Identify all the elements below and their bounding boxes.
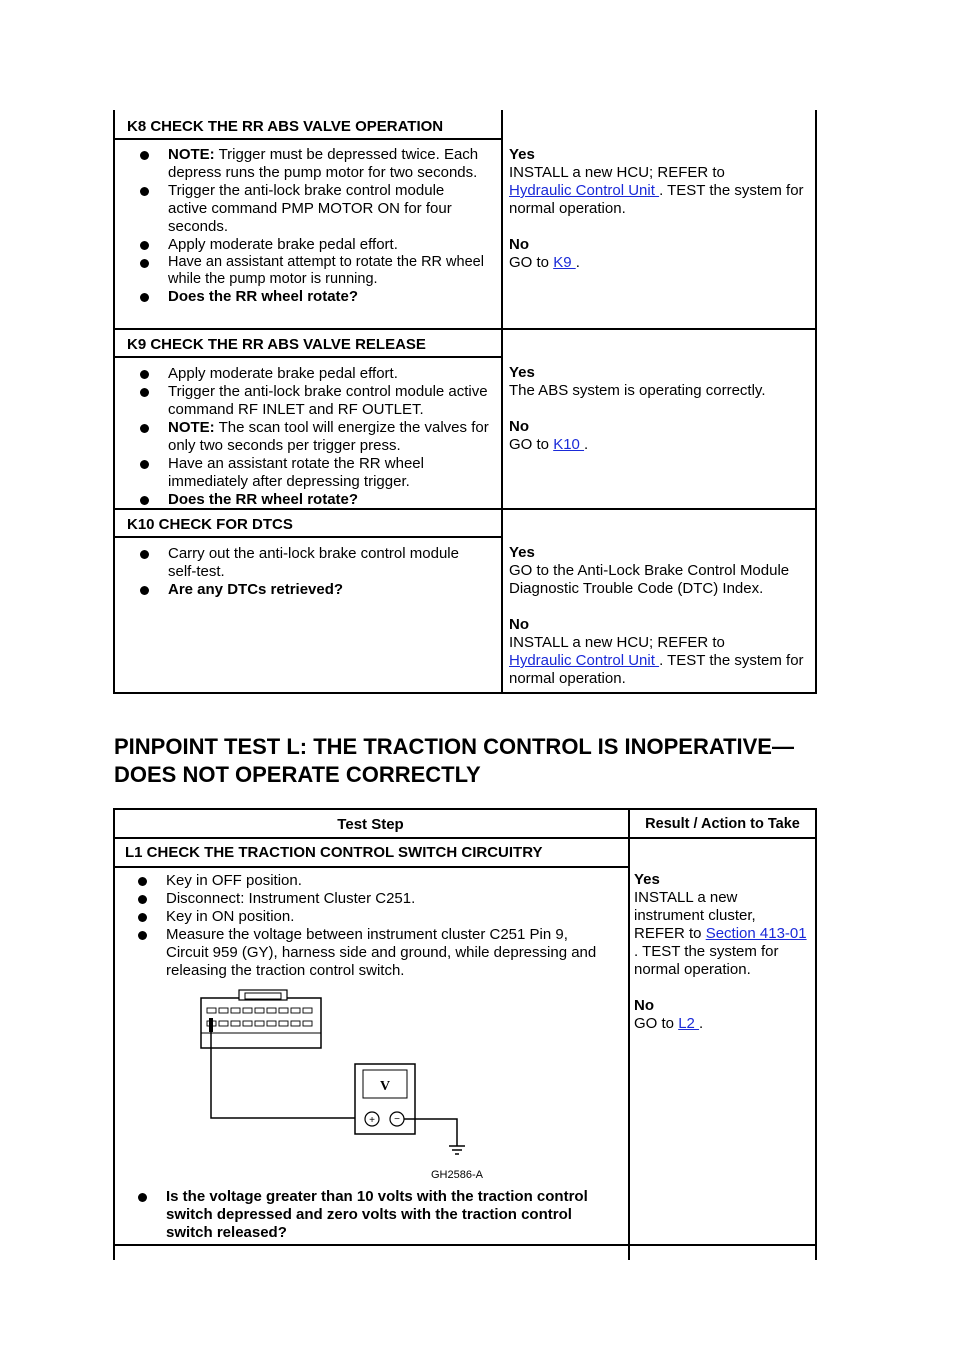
step-title-k8: K8 CHECK THE RR ABS VALVE OPERATION	[127, 118, 444, 135]
step-list-k9	[135, 365, 497, 509]
k9-link[interactable]: K9	[553, 254, 576, 271]
result-text: . TEST the system for normal operation.	[509, 182, 804, 217]
yes-label: Yes	[509, 364, 535, 381]
figure-id: GH2586-A	[431, 1169, 483, 1181]
yes-label: Yes	[509, 544, 535, 561]
result-k9: Yes The ABS system is operating correctly. No GO to K10 .	[509, 364, 814, 454]
svg-text:−: −	[394, 1114, 400, 1125]
list-item: Disconnect: Instrument Cluster C251.	[133, 890, 603, 908]
column-divider	[501, 110, 503, 692]
hydraulic-control-unit-link[interactable]: Hydraulic Control Unit	[509, 182, 660, 199]
yes-label: Yes	[509, 146, 535, 163]
list-item: Key in ON position.	[133, 908, 603, 926]
result-k8: Yes INSTALL a new HCU; REFER to Hydraulic Control Unit . TEST the system for normal operation. No GO to K9 .	[509, 146, 814, 272]
step-title-k9: K9 CHECK THE RR ABS VALVE RELEASE	[127, 336, 426, 353]
step-title-l1: L1 CHECK THE TRACTION CONTROL SWITCH CIRCUITRY	[125, 844, 543, 861]
row-divider	[115, 138, 503, 140]
pinpoint-table-k	[113, 110, 817, 694]
svg-text:+: +	[369, 1115, 375, 1126]
row-divider	[115, 328, 815, 330]
list-item: Is the voltage greater than 10 volts with the traction control switch depressed and zero volts with the traction control switch released?	[133, 1188, 613, 1242]
list-item: NOTE: The scan tool will energize the valves for only two seconds per trigger press.	[135, 419, 497, 455]
no-label: No	[509, 236, 529, 253]
voltmeter-wiring-diagram	[195, 988, 495, 1183]
list-item: Key in OFF position.	[133, 872, 603, 890]
probe-tip-icon	[209, 1018, 213, 1032]
list-item: Apply moderate brake pedal effort.	[135, 236, 485, 254]
ground-icon	[449, 1146, 465, 1154]
pinpoint-test-heading: PINPOINT TEST L: THE TRACTION CONTROL IS INOPERATIVE— DOES NOT OPERATE CORRECTLY	[114, 734, 794, 787]
step-question-l1	[133, 1188, 613, 1242]
row-divider	[113, 1244, 817, 1246]
list-item: Trigger the anti-lock brake control module active command RF INLET and RF OUTLET.	[135, 383, 497, 419]
list-item: Measure the voltage between instrument cluster C251 Pin 9, Circuit 959 (GY), harness side and ground, while depressing and releasing the traction control switch.	[133, 926, 603, 980]
step-list-k8	[135, 146, 485, 306]
result-k10	[509, 544, 819, 688]
result-l1: Yes INSTALL a new instrument cluster, REFER to Section 413-01 . TEST the system for normal operation. No GO to L2 .	[634, 871, 809, 1033]
result-text: . TEST the system for normal operation.	[509, 652, 804, 687]
result-text: . TEST the system for normal operation.	[634, 943, 779, 978]
result-text: The ABS system is operating correctly.	[509, 382, 766, 399]
list-item: Apply moderate brake pedal effort.	[135, 365, 497, 383]
no-label: No	[509, 418, 529, 435]
section-413-01-link[interactable]: Section 413-01	[705, 925, 807, 942]
list-item: Have an assistant rotate the RR wheel immediately after depressing trigger.	[135, 455, 497, 491]
voltmeter-icon	[355, 1064, 415, 1134]
result-text: INSTALL a new HCU; REFER to	[509, 634, 725, 651]
result-text: GO to	[509, 436, 554, 453]
yes-label: Yes	[634, 871, 660, 888]
row-divider	[115, 356, 503, 358]
result-text: GO to	[509, 254, 554, 271]
step-list-k10	[135, 545, 485, 599]
list-item: Are any DTCs retrieved?	[135, 581, 485, 599]
l2-link[interactable]: L2	[678, 1015, 700, 1032]
row-divider	[113, 866, 630, 868]
k10-link[interactable]: K10	[553, 436, 585, 453]
result-text: GO to the Anti-Lock Brake Control Module Diagnostic Trouble Code (DTC) Index.	[509, 562, 790, 597]
connector-c251-icon	[201, 990, 321, 1048]
list-item: Trigger the anti-lock brake control module active command PMP MOTOR ON for four seconds.	[135, 182, 485, 236]
meter-symbol: V	[379, 1079, 391, 1094]
row-divider	[115, 536, 503, 538]
step-list-l1	[133, 872, 603, 980]
list-item: NOTE: Trigger must be depressed twice. Each depress runs the pump motor for two seconds.	[135, 146, 485, 182]
column-header-test-step: Test Step	[337, 816, 404, 833]
list-item: Have an assistant attempt to rotate the RR wheel while the pump motor is running.	[135, 254, 485, 288]
no-label: No	[634, 997, 654, 1014]
list-item: Does the RR wheel rotate?	[135, 288, 485, 306]
result-text: INSTALL a new instrument cluster, REFER to	[634, 889, 756, 942]
hydraulic-control-unit-link[interactable]: Hydraulic Control Unit	[509, 652, 660, 669]
result-text: GO to	[634, 1015, 679, 1032]
row-divider	[113, 837, 817, 839]
column-divider	[628, 810, 630, 1260]
column-header-result: Result / Action to Take	[645, 816, 800, 832]
no-label: No	[509, 616, 529, 633]
step-title-k10: K10 CHECK FOR DTCS	[127, 516, 293, 533]
list-item: Does the RR wheel rotate?	[135, 491, 497, 509]
table-border	[113, 810, 115, 1260]
table-border	[815, 810, 817, 1260]
list-item: Carry out the anti-lock brake control module self-test.	[135, 545, 485, 581]
result-text: INSTALL a new HCU; REFER to	[509, 164, 725, 181]
